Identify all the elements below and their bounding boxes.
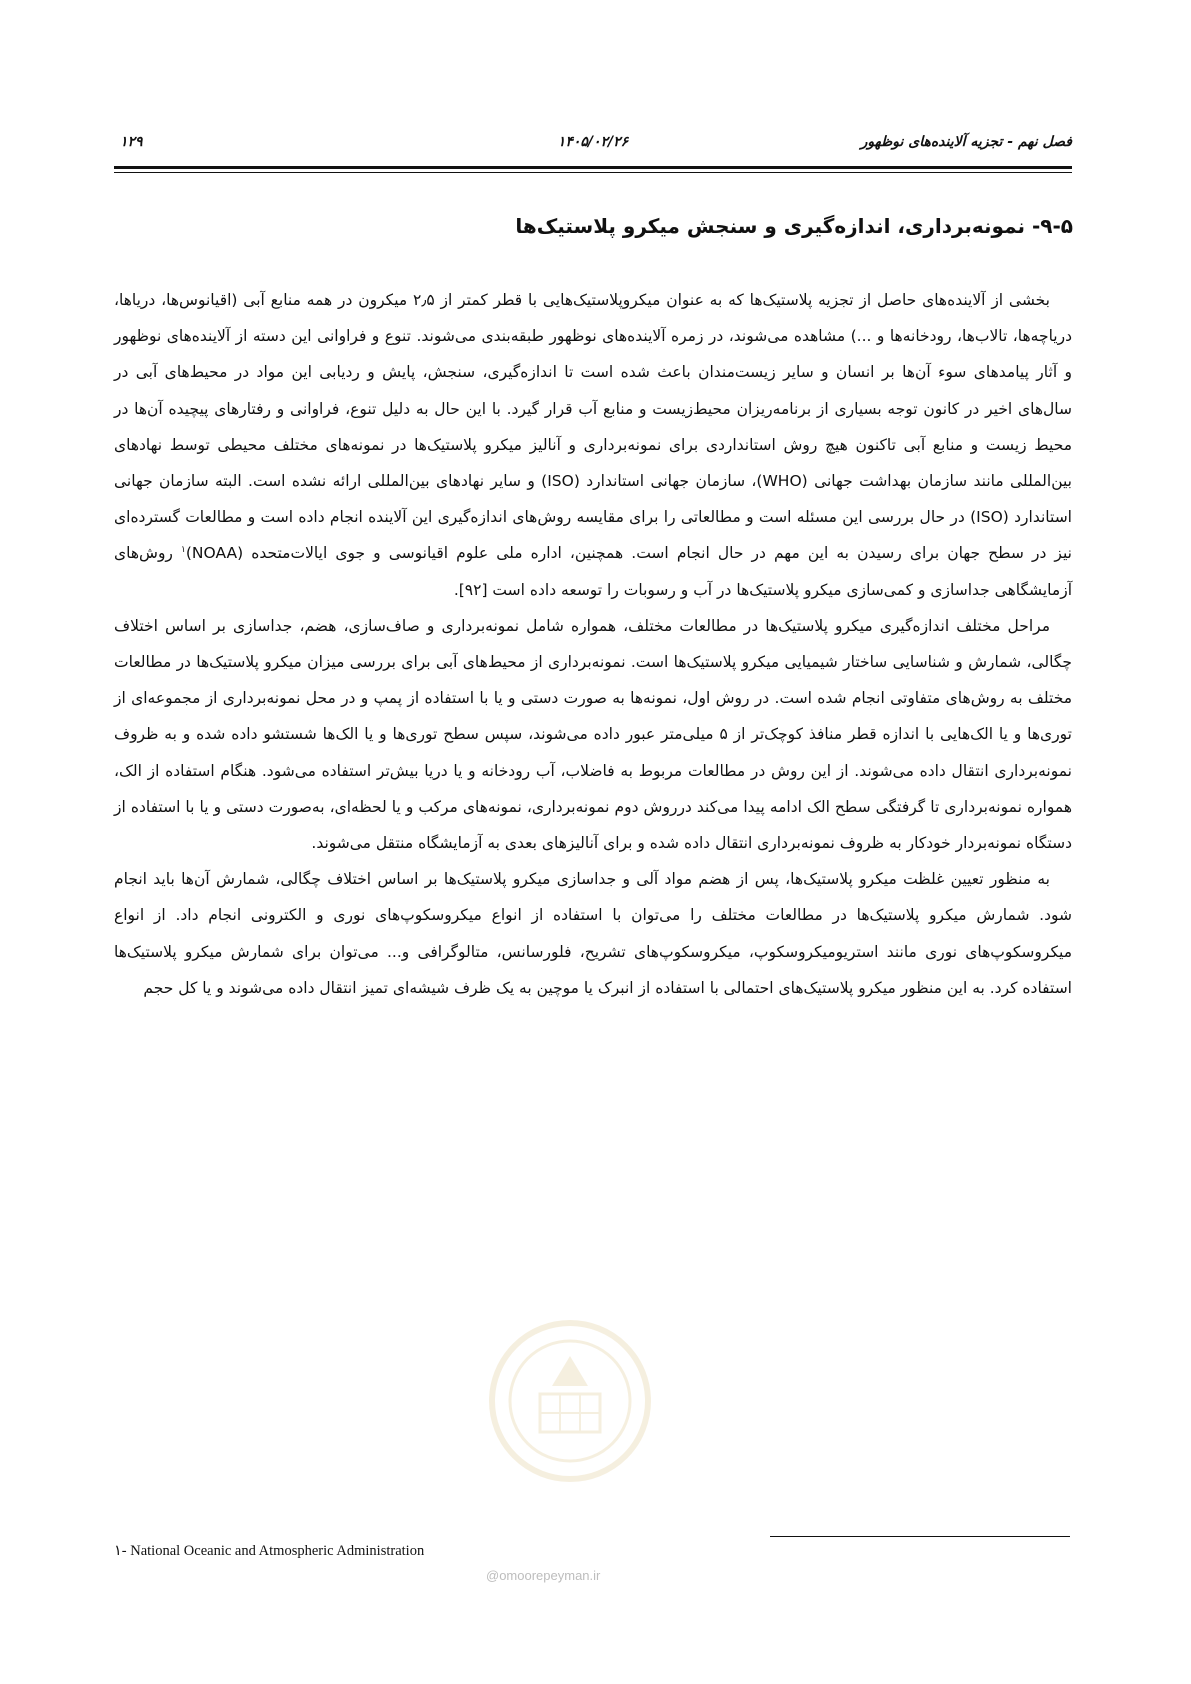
paragraph: مراحل مختلف اندازه‌گیری میکرو پلاستیک‌ها در مطالعات مختلف، همواره شامل نمونه‌برداری و صاف‌سازی، هضم، جداسازی بر اساس اختلاف چگالی، شمارش و شناسایی ساختار شیمیایی میکرو پلاستیک‌ها است. نمونه‌برداری از محیط‌های آبی برای بررسی میزان میکرو پلاستیک‌ها در مطالعات مختلف به روش‌های متفاوتی انجام شده است. در روش اول، نمونه‌ها به صورت دستی و یا با استفاده از پمپ و در محل نمونه‌برداری از مجموعه‌ای از توری‌ها و یا الک‌هایی با اندازه قطر منافذ کوچک‌تر از ۵ میلی‌متر عبور داده می‌شوند، سپس سطح توری‌ها و یا الک‌ها شستشو داده شده و به ظروف نمونه‌برداری انتقال داده می‌شوند. از این روش در مطالعات مربوط به فاضلاب، آب رودخانه و یا دریا بیش‌تر استفاده می‌شود. هنگام استفاده از الک، همواره نمونه‌برداری تا گرفتگی سطح الک ادامه پیدا می‌کند درروش دوم نمونه‌برداری، نمونه‌های مرکب و یا لحظه‌ای، به‌صورت دستی و یا با استفاده از دستگاه نمونه‌بردار خودکار به ظروف نمونه‌برداری انتقال داده شده و برای آنالیزهای بعدی به آزمایشگاه منتقل می‌شوند. [114, 616, 1072, 853]
paragraph: بخشی از آلاینده‌های حاصل از تجزیه پلاستیک‌ها که به عنوان میکروپلاستیک‌هایی با قطر کمتر از ۲٫۵ میکرون در همه منابع آبی (اقیانوس‌ها، دریاها، دریاچه‌ها، تالاب‌ها، رودخانه‌ها و ...) مشاهده می‌شوند، در زمره آلاینده‌های نوظهور طبقه‌بندی می‌شوند. تنوع و فراوانی این دسته از آلاینده‌های نوظهور و آثار پیامدهای سوء آن‌ها بر انسان و سایر زیست‌مندان باعث شده است تا اندازه‌گیری، سنجش، پایش و ردیابی این مواد در محیط‌های آبی در سال‌های اخیر در کانون توجه بسیاری از برنامه‌ریزان محیط‌زیست و منابع آب قرار گیرد. با این حال به دلیل تنوع، فراوانی و رفتارهای پیچیده آن‌ها در محیط زیست و منابع آبی تاکنون هیچ روش استانداردی برای نمونه‌برداری و آنالیز میکرو پلاستیک‌ها در نمونه‌های مختلف محیطی توسط نهادهای بین‌المللی مانند سازمان بهداشت جهانی (WHO)، سازمان جهانی استاندارد (ISO) و سایر نهادهای بین‌المللی ارائه نشده است. البته سازمان جهانی استاندارد (ISO) در حال بررسی این مسئله است و مطالعاتی را برای مقایسه روش‌های اندازه‌گیری این آلاینده انجام داده است و مطالعات گسترده‌ای نیز در سطح جهان برای رسیدن به این مهم در حال انجام است. همچنین، اداره ملی علوم اقیانوسی و جوی ایالات‌متحده (NOAA)$^۱$ روش‌های آزمایشگاهی جداسازی و کمی‌سازی میکرو پلاستیک‌ها در آب و رسوبات را توسعه داده است [۹۲]. [114, 291, 1072, 599]
footnote: ۱- National Oceanic and Atmospheric Administration [114, 1543, 425, 1559]
chapter-title: فصل نهم - تجزیه آلاینده‌های نوظهور [860, 134, 1072, 150]
running-header [114, 130, 1072, 156]
section-heading: ۹-۵- نمونه‌برداری، اندازه‌گیری و سنجش میکرو پلاستیک‌ها [515, 214, 1073, 238]
header-date: ۱۴۰۵/۰۲/۲۶ [557, 134, 629, 150]
header-rule-thick [114, 166, 1072, 169]
header-rule-thin [114, 172, 1072, 173]
paragraph: به منظور تعیین غلظت میکرو پلاستیک‌ها، پس از هضم مواد آلی و جداسازی میکرو پلاستیک‌ها بر اساس اختلاف چگالی، شمارش آن‌ها باید انجام شود. شمارش میکرو پلاستیک‌ها در مطالعات مختلف را می‌توان با استفاده از انواع میکروسکوپ‌های نوری و الکترونی انجام داد. از انواع میکروسکوپ‌های نوری مانند استریومیکروسکوپ، میکروسکوپ‌های تشریح، فلورسانس، متالوگرافی و... می‌توان برای شمارش میکرو پلاستیک‌ها استفاده کرد. به این منظور میکرو پلاستیک‌های احتمالی با استفاده از انبرک یا موچین به یک ظرف شیشه‌ای تمیز انتقال داده می‌شوند و یا کل حجم [114, 870, 1072, 997]
watermark-seal-icon [470, 1316, 670, 1486]
page-number: ۱۲۹ [120, 134, 143, 150]
watermark-site: @omoorepeyman.ir [486, 1568, 601, 1583]
body-text [114, 282, 1072, 1006]
footnote-marker[interactable]: ۱ [181, 545, 186, 556]
footnote-rule [770, 1536, 1070, 1537]
